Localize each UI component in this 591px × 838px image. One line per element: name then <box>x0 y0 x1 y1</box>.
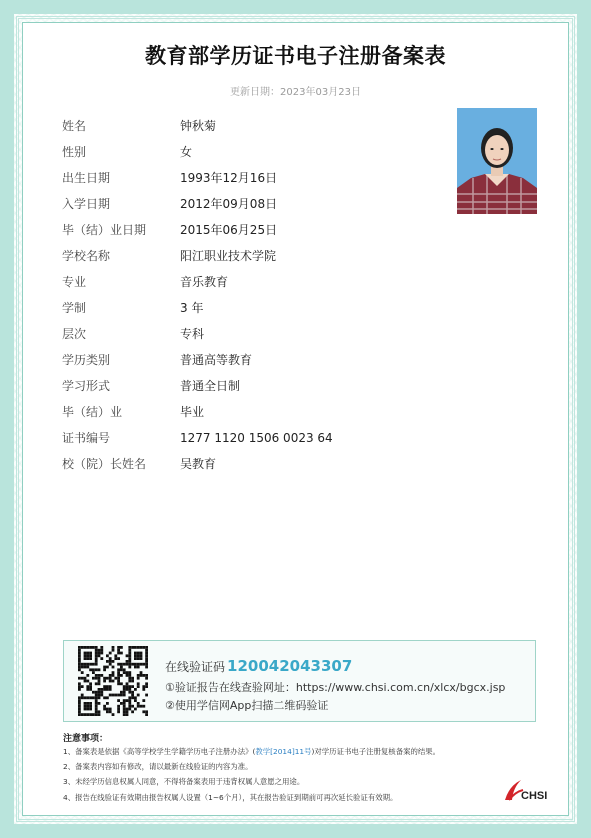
note-item-4: 4、报告在线验证有效期由报告权属人设置（1~6个月），其在报告验证到期前可再次延长验证有效期。 <box>63 793 398 802</box>
field-row <box>62 269 422 295</box>
field-row <box>62 321 422 347</box>
field-value: 毕业 <box>180 405 205 419</box>
update-date: 更新日期：2023年03月23日 <box>230 87 361 98</box>
field-value: 普通全日制 <box>180 379 241 393</box>
field-value: 2012年09月08日 <box>180 197 278 211</box>
verify-app-line: ②使用学信网App扫描二维码验证 <box>165 699 329 712</box>
document-title: 教育部学历证书电子注册备案表 <box>145 44 446 68</box>
field-label: 学校名称 <box>62 249 111 263</box>
field-row <box>62 191 422 217</box>
note-item-2: 2、备案表内容如有修改，请以最新在线验证的内容为准。 <box>63 762 253 771</box>
regulation-link[interactable]: 教学[2014]11号 <box>255 747 312 756</box>
field-value: 普通高等教育 <box>180 353 253 367</box>
field-value: 音乐教育 <box>180 275 229 289</box>
field-label: 学习形式 <box>62 379 111 393</box>
verification-code: 120042043307 <box>227 657 353 675</box>
field-label: 毕（结）业 <box>62 405 123 419</box>
field-label: 学制 <box>62 301 87 315</box>
student-photo <box>457 108 537 214</box>
field-label: 证书编号 <box>62 431 111 445</box>
field-row <box>62 425 422 451</box>
field-row <box>62 451 422 477</box>
note-text: )对学历证书电子注册复核备案的结果。 <box>311 747 441 756</box>
field-value: 1277 1120 1506 0023 64 <box>180 431 333 445</box>
field-label: 毕（结）业日期 <box>62 223 147 237</box>
field-row <box>62 243 422 269</box>
qr-code[interactable] <box>78 646 148 716</box>
verification-code-label: 在线验证码 <box>165 660 226 674</box>
field-row <box>62 373 422 399</box>
field-row <box>62 139 422 165</box>
field-label: 姓名 <box>62 119 87 133</box>
field-label: 校（院）长姓名 <box>62 457 147 471</box>
field-row <box>62 165 422 191</box>
field-label: 层次 <box>62 327 87 341</box>
field-label: 专业 <box>62 275 87 289</box>
verification-code-line <box>165 657 352 675</box>
field-row <box>62 295 422 321</box>
field-label: 性别 <box>62 145 87 159</box>
field-label: 出生日期 <box>62 171 111 185</box>
field-row <box>62 399 422 425</box>
field-value: 3 年 <box>180 301 204 315</box>
field-row <box>62 347 422 373</box>
note-item-1 <box>63 746 440 757</box>
verify-url-line: ①验证报告在线查验网址：https://www.chsi.com.cn/xlcx/bgcx.jsp <box>165 681 506 694</box>
notes-title: 注意事项： <box>63 734 109 744</box>
field-row <box>62 217 422 243</box>
note-text: 1、备案表是依据《高等学校学生学籍学历电子注册办法》( <box>63 747 256 756</box>
field-value: 钟秋菊 <box>180 119 217 133</box>
field-value: 专科 <box>180 327 205 341</box>
field-value: 女 <box>180 145 193 159</box>
field-row <box>62 113 422 139</box>
note-item-3: 3、未经学历信息权属人同意，不得将备案表用于违背权属人意愿之用途。 <box>63 777 305 786</box>
field-value: 吴教育 <box>180 457 217 471</box>
field-value: 阳江职业技术学院 <box>180 249 277 263</box>
field-value: 1993年12月16日 <box>180 171 278 185</box>
field-label: 学历类别 <box>62 353 111 367</box>
field-value: 2015年06月25日 <box>180 223 278 237</box>
field-label: 入学日期 <box>62 197 111 211</box>
chsi-logo-text: CHSI <box>521 790 548 802</box>
